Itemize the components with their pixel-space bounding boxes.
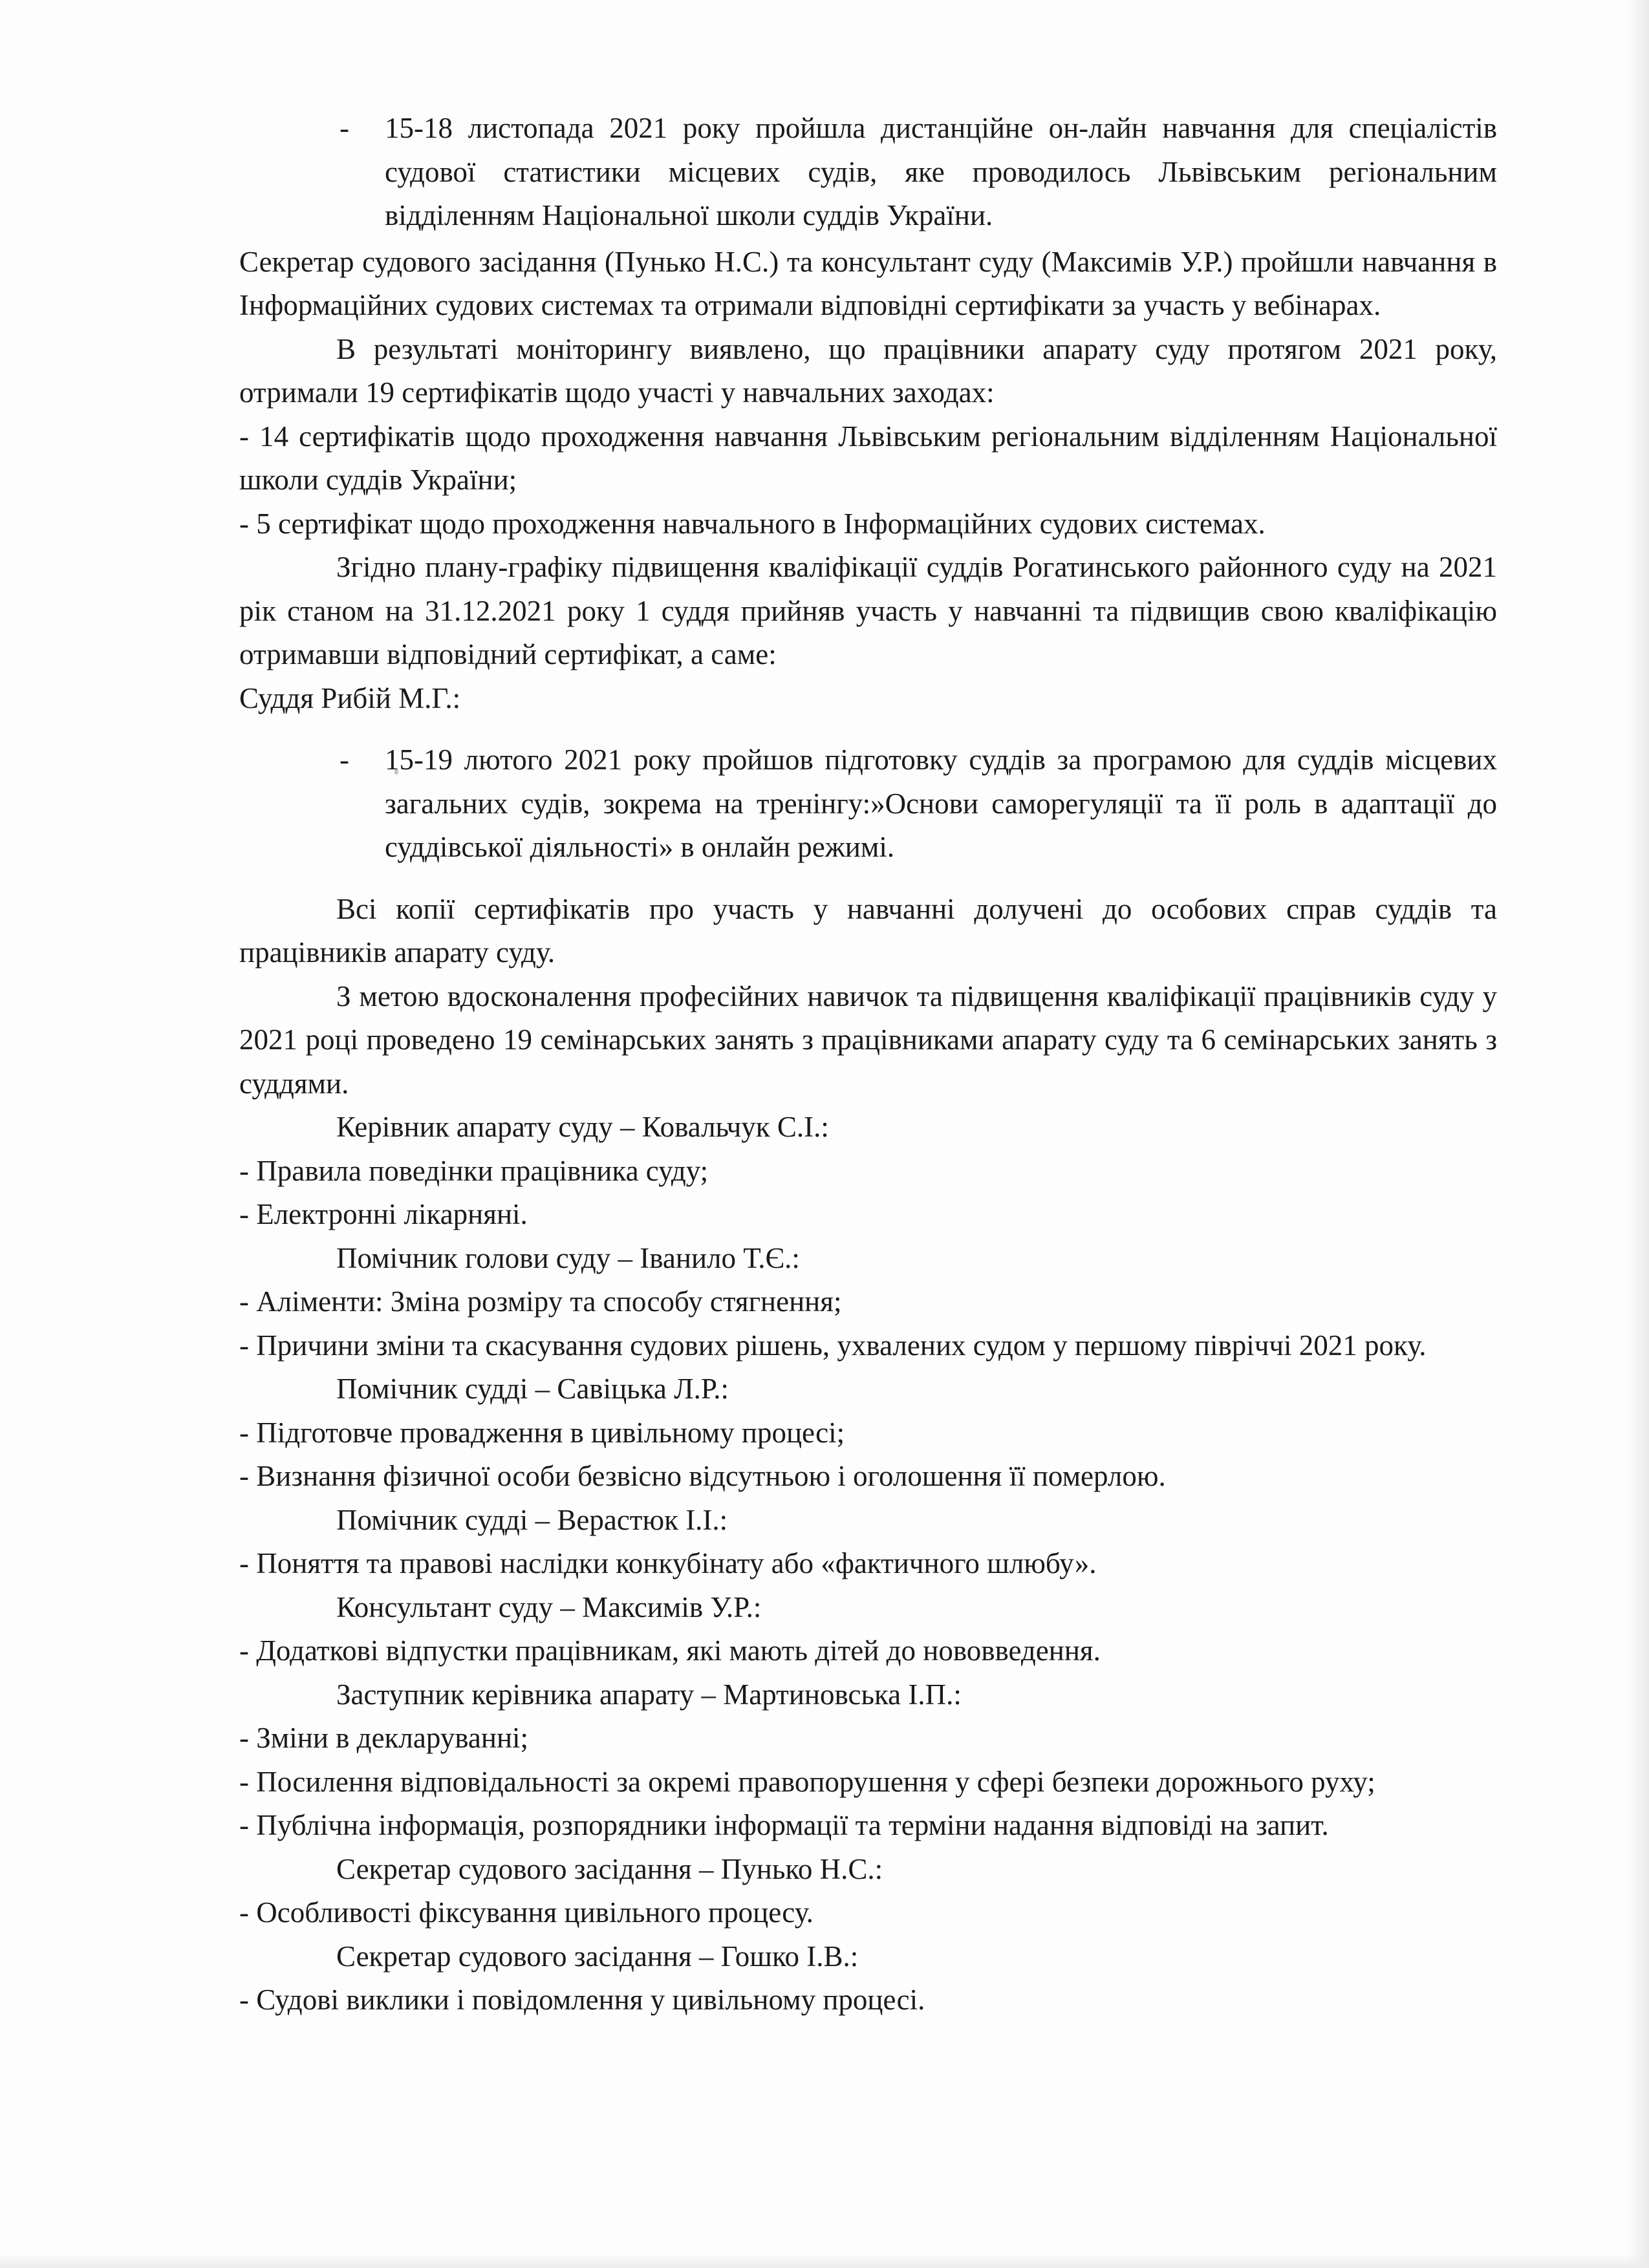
scan-bottom-shadow: [0, 2254, 1649, 2268]
judge-label: Суддя Рибій М.Г.:: [239, 681, 461, 714]
paragraph-qualification-plan: Згідно плану-графіку підвищення кваліфікації суддів Рогатинського районного суду на 2021 рік станом на 31.12.2021 року 1 суддя прийняв участь у навчанні та підвищив свою кваліфікацію отримавши відповідний сертифікат, а саме:: [239, 551, 1497, 670]
bullet-text: 15-18 листопада 2021 року пройшла дистанційне он-лайн навчання для спеціалістів судової статистики місцевих судів, яке проводилось Львівським регіональним відділенням Національної школи суддів України.: [385, 112, 1497, 231]
section-heading: Заступник керівника апарату – Мартиновська І.П.:: [336, 1678, 962, 1711]
seminar-section-6: [239, 1673, 1497, 1848]
certificate-line-1: - 14 сертифікатів щодо проходження навчання Львівським регіональним відділенням Національної школи суддів України;: [239, 420, 1497, 496]
paragraph-secretary-consultant: Секретар судового засідання (Пунько Н.С.) та консультант суду (Максимів У.Р.) пройшли навчання в Інформаційних судових системах та отримали відповідні сертифікати за участь у вебінарах.: [239, 245, 1497, 321]
section-heading: Секретар судового засідання – Гошко І.В.:: [336, 1940, 859, 1973]
section-item: - Аліменти: Зміна розміру та способу стягнення;: [239, 1285, 842, 1318]
section-item: - Правила поведінки працівника суду;: [239, 1154, 709, 1187]
spacer: [239, 720, 1497, 738]
bullet-paragraph-judge-training: [239, 738, 1497, 870]
bullet-dash: -: [339, 112, 349, 144]
section-item: - Судові виклики і повідомлення у цивільному процесі.: [239, 1984, 925, 2016]
section-heading: Секретар судового засідання – Пунько Н.С.:: [336, 1852, 883, 1885]
paragraph-certificate-copies: Всі копії сертифікатів про участь у навчанні долучені до особових справ суддів та працівників апарату суду.: [239, 892, 1497, 968]
scan-edge-shadow: [1627, 0, 1649, 2268]
section-heading: Помічник судді – Верастюк І.І.:: [336, 1503, 728, 1536]
section-heading: Консультант суду – Максимів У.Р.:: [336, 1590, 762, 1623]
section-item: - Зміни в декларуванні;: [239, 1722, 529, 1754]
seminar-section-4: [239, 1499, 1497, 1586]
spacer: [239, 870, 1497, 888]
seminar-section-1: [239, 1106, 1497, 1237]
certificate-line-2: - 5 сертифікат щодо проходження навчального в Інформаційних судових системах.: [239, 507, 1266, 540]
section-item: - Посилення відповідальності за окремі правопорушення у сфері безпеки дорожнього руху;: [239, 1765, 1375, 1798]
bullet-paragraph-statistics-training: [239, 107, 1497, 238]
seminar-section-8: [239, 1935, 1497, 2022]
section-item: - Електронні лікарняні.: [239, 1198, 528, 1230]
bullet-text: 15-19 лютого 2021 року пройшов підготовку суддів за програмою для суддів місцевих загальних судів, зокрема на тренінгу:»Основи саморегуляції та її роль в адаптації до суддівської діяльності» в онлайн режимі.: [385, 744, 1497, 863]
section-item: - Додаткові відпустки працівникам, які мають дітей до нововведення.: [239, 1634, 1101, 1667]
section-item: - Поняття та правові наслідки конкубінату або «фактичного шлюбу».: [239, 1547, 1097, 1579]
section-heading: Помічник голови суду – Іванило Т.Є.:: [336, 1241, 800, 1274]
seminar-section-5: [239, 1586, 1497, 1673]
paragraph-monitoring: В результаті моніторингу виявлено, що працівники апарату суду протягом 2021 року, отримали 19 сертифікатів щодо участі у навчальних заходах:: [239, 332, 1497, 409]
document-body: [239, 107, 1497, 2022]
section-item: - Причини зміни та скасування судових рішень, ухвалених судом у першому півріччі 2021 року.: [239, 1329, 1427, 1362]
seminar-section-7: [239, 1848, 1497, 1935]
section-item: - Визнання фізичної особи безвісно відсутньою і оголошення її померлою.: [239, 1460, 1166, 1492]
section-item: - Публічна інформація, розпорядники інформації та терміни надання відповіді на запит.: [239, 1809, 1329, 1841]
seminar-section-2: [239, 1237, 1497, 1368]
section-item: - Підготовче провадження в цивільному процесі;: [239, 1416, 845, 1449]
seminar-section-3: [239, 1367, 1497, 1499]
section-heading: Керівник апарату суду – Ковальчук С.І.:: [336, 1111, 829, 1143]
section-item: - Особливості фіксування цивільного процесу.: [239, 1896, 814, 1929]
bullet-dash: -: [339, 744, 349, 776]
paragraph-seminars: З метою вдосконалення професійних навичок та підвищення кваліфікації працівників суду у 2021 році проведено 19 семінарських занять з працівниками апарату суду та 6 семінарських занять з суддями.: [239, 979, 1497, 1100]
section-heading: Помічник судді – Савіцька Л.Р.:: [336, 1373, 729, 1405]
